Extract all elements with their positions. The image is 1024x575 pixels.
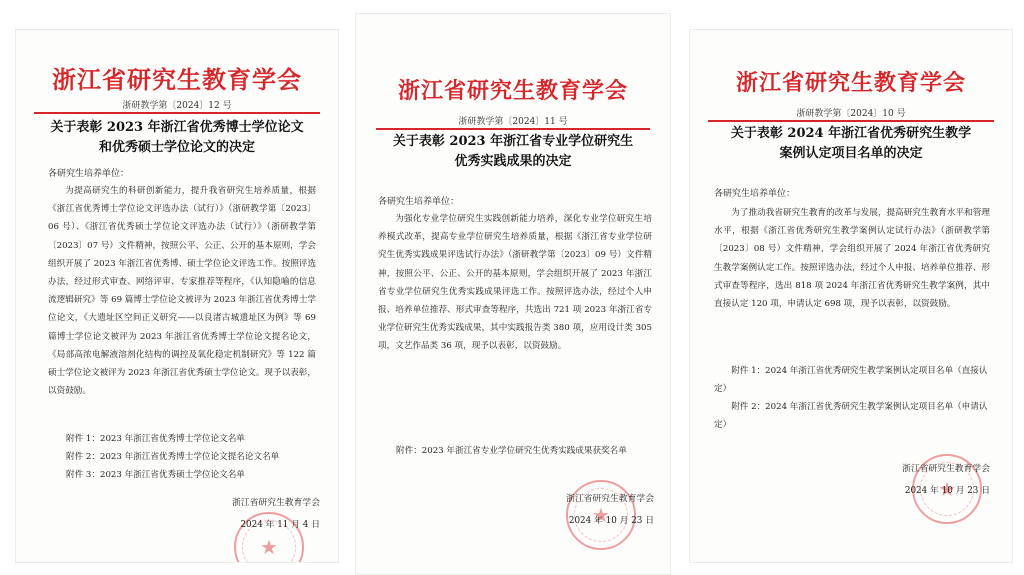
heading-line: 关于表彰 2023 年浙江省专业学位研究生: [392, 134, 634, 149]
doc-number: 浙研教学第〔2024〕10 号: [796, 109, 906, 119]
red-rule: [34, 112, 320, 114]
attachment-item: 附件 2：2023 年浙江省优秀博士学位论文提名论文名单: [66, 452, 280, 462]
document-1: [16, 30, 338, 562]
signature-block: [902, 458, 990, 502]
heading: [690, 124, 1012, 164]
attachment-list: [66, 430, 326, 484]
attachment-list: [714, 362, 990, 434]
heading-line: 关于表彰 2024 年浙江省优秀研究生教学: [730, 126, 972, 141]
attachment-item: 附件 3：2023 年浙江省优秀硕士学位论文名单: [66, 470, 245, 480]
salutation: 各研究生培养单位：: [48, 169, 130, 179]
document-3: [690, 30, 1012, 562]
signature-org: 浙江省研究生教育学会: [902, 464, 990, 474]
attachment-list: [396, 442, 648, 460]
document-2: [356, 14, 670, 574]
body-text: 为了推动我省研究生教育的改革与发展，提高研究生教育水平和管理水平，根据《浙江省优秀研究生教学案例认定试行办法》（浙研教学第〔2023〕08 号）文件精神，学会组织开展了 2024 年浙江省优秀研究生教学案例认定工作。按照评选办法，经过个人申报、培养单位推荐、形式审查等程序，选出 818 项 2024 年浙江省优秀研究生教学案例，其中直接认定 120 项，申请认定 698 项，现予以表彰，以资鼓励。: [714, 208, 990, 310]
signature-date: 2024 年 10 月 23 日: [904, 486, 990, 496]
signature-date: 2024 年 10 月 23 日: [568, 516, 654, 526]
doc-number: 浙研教学第〔2024〕11 号: [458, 117, 568, 127]
signature-block: [566, 488, 654, 532]
signature-org: 浙江省研究生教育学会: [566, 494, 654, 504]
attachment-item: 附件 2：2024 年浙江省优秀研究生教学案例认定项目名单（申请认定）: [714, 402, 988, 430]
salutation: 各研究生培养单位：: [714, 189, 796, 199]
heading: [356, 132, 670, 172]
salutation: 各研究生培养单位：: [378, 197, 460, 207]
doc-number: 浙研教学第〔2024〕12 号: [122, 101, 232, 111]
heading-line: 和优秀硕士学位论文的决定: [98, 140, 255, 155]
heading-line: 优秀实践成果的决定: [454, 154, 572, 169]
org-title: 浙江省研究生教育学会: [52, 66, 302, 94]
heading: [16, 118, 338, 158]
attachment-item: 附件：2023 年浙江省专业学位研究生优秀实践成果获奖名单: [396, 446, 627, 456]
heading-line: 关于表彰 2023 年浙江省优秀博士学位论文: [50, 120, 304, 135]
signature-block: [232, 492, 320, 536]
org-title: 浙江省研究生教育学会: [735, 71, 966, 96]
attachment-item: 附件 1：2024 年浙江省优秀研究生教学案例认定项目名单（直接认定）: [714, 366, 988, 394]
attachment-item: 附件 1：2023 年浙江省优秀博士学位论文名单: [66, 434, 245, 444]
heading-line: 案例认定项目名单的决定: [779, 146, 923, 161]
org-title: 浙江省研究生教育学会: [397, 79, 628, 104]
signature-date: 2024 年 11 月 4 日: [240, 520, 320, 530]
red-rule: [708, 120, 994, 122]
red-rule: [376, 128, 650, 130]
body-text: 为提高研究生的科研创新能力，提升我省研究生培养质量，根据《浙江省优秀博士学位论文评选办法（试行）》（浙研教学第〔2023〕06 号）、《浙江省优秀硕士学位论文评选办法（试行）》（浙研教学第〔2023〕07 号）文件精神，按照公平、公正、公开的基本原则，学会组织开展了 2023 年浙江省优秀博、硕士学位论文评选工作。按照评选办法，经过形式审查、网络评审、专家推荐等程序，《认知隐喻的信息流逻辑研究》等 69 篇博士学位论文被评为 2023 年浙江省优秀博士学位论文，《大遗址区空间正义研究——以良渚古城遗址区为例》等 69 篇博士学位论文被评为 2023 年浙江省优秀博士学位论文提名论文，《局部高浓电解液溶剂化结构的调控及氧化稳定机制研究》等 122 篇硕士学位论文被评为 2023 年浙江省优秀硕士学位论文。现予以表彰，以资鼓励。: [48, 186, 316, 397]
signature-org: 浙江省研究生教育学会: [232, 498, 320, 508]
body-text: 为强化专业学位研究生实践创新能力培养，深化专业学位研究生培养模式改革，提高专业学位研究生培养质量，根据《浙江省专业学位研究生优秀实践成果评选试行办法》（浙研教学第〔2023〕09 号）文件精神，按照公平、公正、公开的基本原则，学会组织开展了 2023 年浙江省专业学位研究生优秀实践成果评选工作。按照评选办法，经过个人申报、培养单位推荐、形式审查等程序，共选出 721 项 2023 年浙江省专业学位研究生优秀实践成果，其中实践报告类 380 项，应用设计类 305 项，文艺作品类 36 项，现予以表彰，以资鼓励。: [378, 214, 652, 352]
